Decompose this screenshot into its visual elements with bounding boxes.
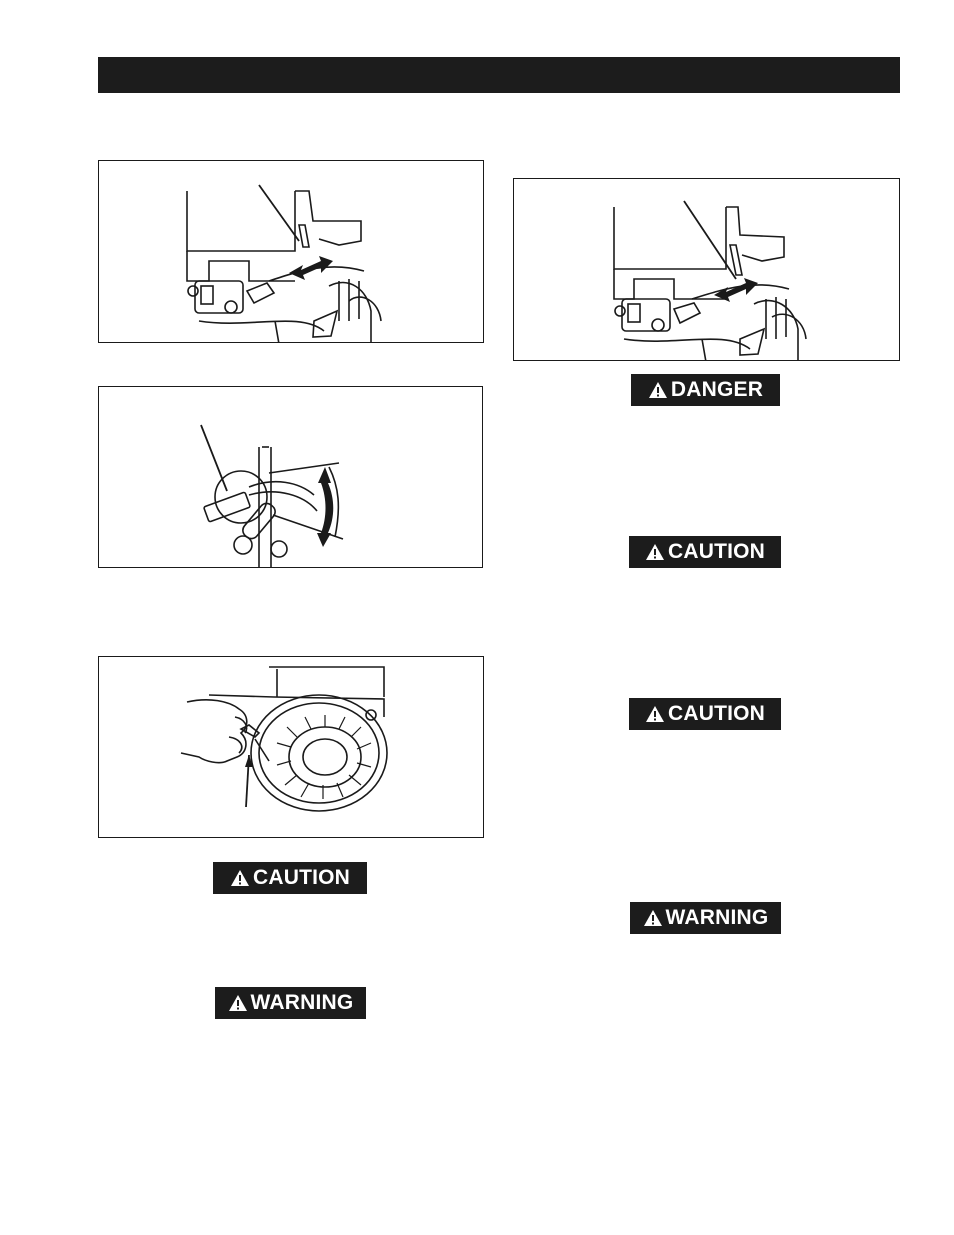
engine-fuel-lever-illustration — [99, 161, 484, 343]
figure-choke-lever — [98, 386, 483, 568]
caution-label-text: CAUTION — [667, 540, 766, 563]
warning-label-1 — [630, 902, 781, 934]
warning-triangle-icon — [230, 869, 250, 887]
warning-label-2 — [215, 987, 366, 1019]
recoil-starter-illustration — [99, 657, 484, 838]
section-header-bar — [98, 57, 900, 93]
warning-triangle-icon — [645, 705, 665, 723]
caution-label-text: CAUTION — [252, 866, 351, 889]
choke-lever-illustration — [99, 387, 483, 568]
figure-fuel-lever — [98, 160, 484, 343]
caution-label-3 — [213, 862, 367, 894]
warning-triangle-icon — [648, 381, 668, 399]
warning-triangle-icon — [643, 909, 663, 927]
warning-triangle-icon — [228, 994, 248, 1012]
warning-triangle-icon — [645, 543, 665, 561]
danger-label — [631, 374, 780, 406]
caution-label-text: CAUTION — [667, 702, 766, 725]
figure-recoil-starter — [98, 656, 484, 838]
figure-fuel-lever-off — [513, 178, 900, 361]
caution-label-1 — [629, 536, 781, 568]
warning-label-text: WARNING — [250, 991, 354, 1014]
danger-label-text: DANGER — [670, 378, 764, 401]
warning-label-text: WARNING — [665, 906, 769, 929]
engine-fuel-lever-off-illustration — [514, 179, 900, 361]
caution-label-2 — [629, 698, 781, 730]
